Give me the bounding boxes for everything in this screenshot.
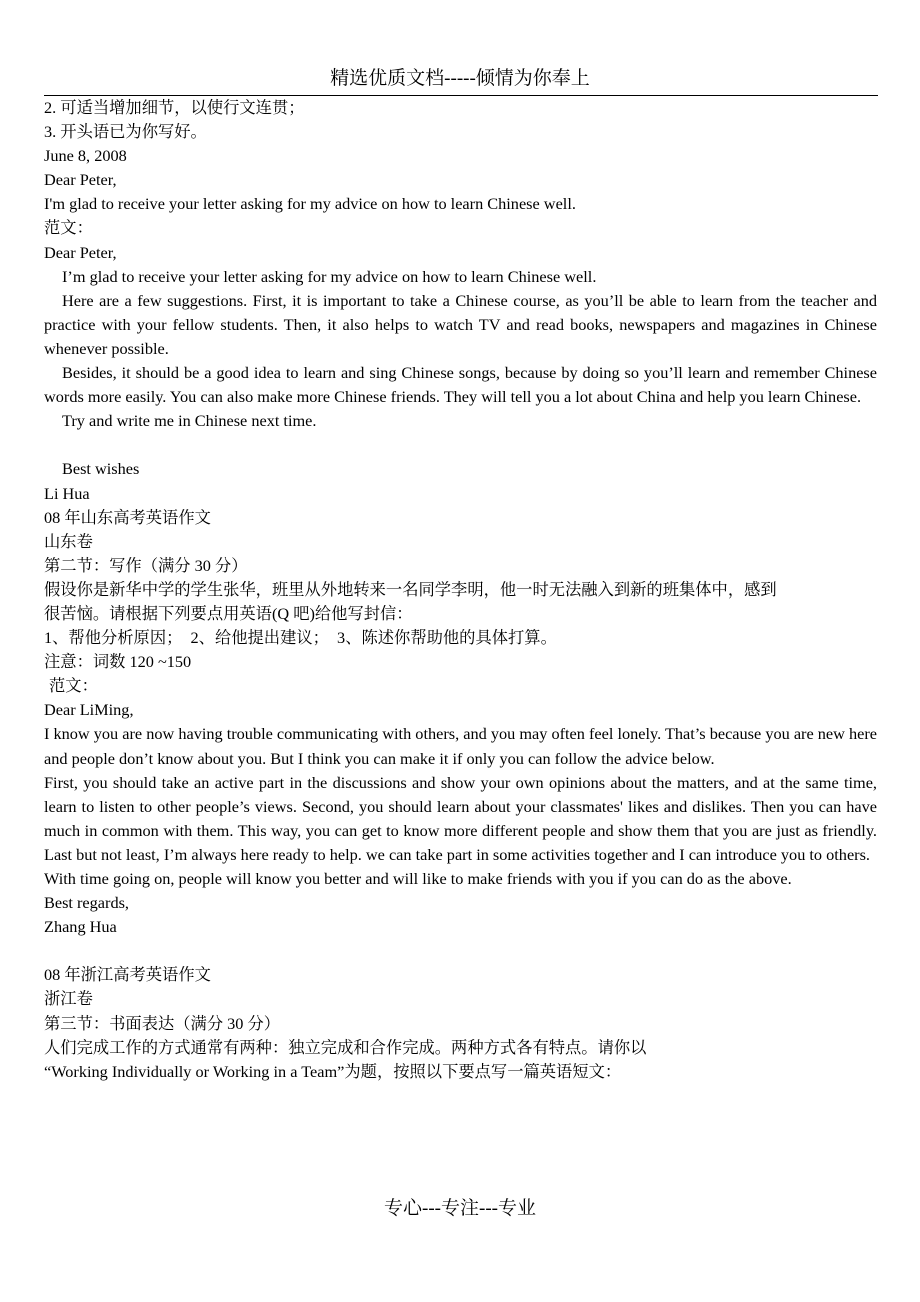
sample-paragraph: Here are a few suggestions. First, it is important to take a Chinese course, as you’ll be able to learn from the teacher and practice with your fellow students. Then, it also helps to watch TV and read books, newspapers and magazines in Chinese whenever possible. <box>44 290 877 358</box>
letter-signature: Zhang Hua <box>44 917 117 937</box>
sample-label: 范文： <box>44 218 93 238</box>
exam-paper-name: 浙江卷 <box>44 989 93 1009</box>
letter-closing: Best regards, <box>44 893 129 913</box>
exam-part-heading: 第二节：写作（满分 30 分） <box>44 555 248 575</box>
writing-points: 1、帮他分析原因； 2、给他提出建议； 3、陈述你帮助他的具体打算。 <box>44 628 557 648</box>
word-count-note: 注意：词数 120 ~150 <box>44 652 192 672</box>
spacer <box>44 433 877 457</box>
sample-paragraph: With time going on, people will know you better and will like to make friends with you if you can do as the above. <box>44 869 792 888</box>
writing-prompt: 假设你是新华中学的学生张华，班里从外地转来一名同学李明，他一时无法融入到新的班集体中，感到很苦恼。请根据下列要点用英语(Q 吧)给他写封信： <box>44 579 777 623</box>
requirement-3: 3. 开头语已为你写好。 <box>44 122 207 142</box>
sample-paragraph: First, you should take an active part in the discussions and show your own opinions about the matters, and at the same time, learn to listen to other people’s views. Second, you should learn about your classmates' likes and dislikes. Then you can have much in common with them. This way, you can get to know more different people and show them that you are just as friendly. Last but not least, I’m always here ready to help. we can take part in some activities together and I can introduce you to others. <box>44 772 877 864</box>
document-body <box>44 96 877 1084</box>
page-header: 精选优质文档-----倾情为你奉上 <box>330 68 590 89</box>
sample-paragraph: Besides, it should be a good idea to learn and sing Chinese songs, because by doing so you’ll learn and remember Chinese words more easily. You can also make more Chinese friends. They will tell you a lot about China and help you learn Chinese. <box>44 363 877 407</box>
sample-paragraph: Try and write me in Chinese next time. <box>62 411 317 431</box>
sample-paragraph: I know you are now having trouble communicating with others, and you may often feel lonely. That’s because you are new here and people don’t know about you. But I think you can make it if only you can follow the advice below. <box>44 724 877 768</box>
letter-salutation: Dear Peter, <box>44 170 117 190</box>
page-footer: 专心---专注---专业 <box>384 1198 536 1219</box>
sample-label: 范文： <box>49 676 98 696</box>
writing-prompt-continued: “Working Individually or Working in a Team”为题，按照以下要点写一篇英语短文： <box>44 1061 622 1081</box>
sample-paragraph: I’m glad to receive your letter asking for my advice on how to learn Chinese well. <box>62 266 597 286</box>
spacer <box>44 939 877 963</box>
letter-salutation: Dear LiMing, <box>44 700 134 720</box>
section-title: 08 年浙江高考英语作文 <box>44 965 211 985</box>
section-title: 08 年山东高考英语作文 <box>44 507 211 527</box>
writing-prompt: 人们完成工作的方式通常有两种：独立完成和合作完成。两种方式各有特点。请你以 <box>44 1037 647 1057</box>
exam-part-heading: 第三节：书面表达（满分 30 分） <box>44 1013 281 1033</box>
requirement-2: 2. 可适当增加细节，以使行文连贯； <box>44 98 305 117</box>
letter-closing: Best wishes <box>62 459 140 479</box>
letter-opening: I'm glad to receive your letter asking for my advice on how to learn Chinese well. <box>44 194 576 214</box>
sample-salutation: Dear Peter, <box>44 242 117 262</box>
letter-date: June 8, 2008 <box>44 146 127 166</box>
letter-signature: Li Hua <box>44 483 90 503</box>
exam-paper-name: 山东卷 <box>44 531 93 551</box>
